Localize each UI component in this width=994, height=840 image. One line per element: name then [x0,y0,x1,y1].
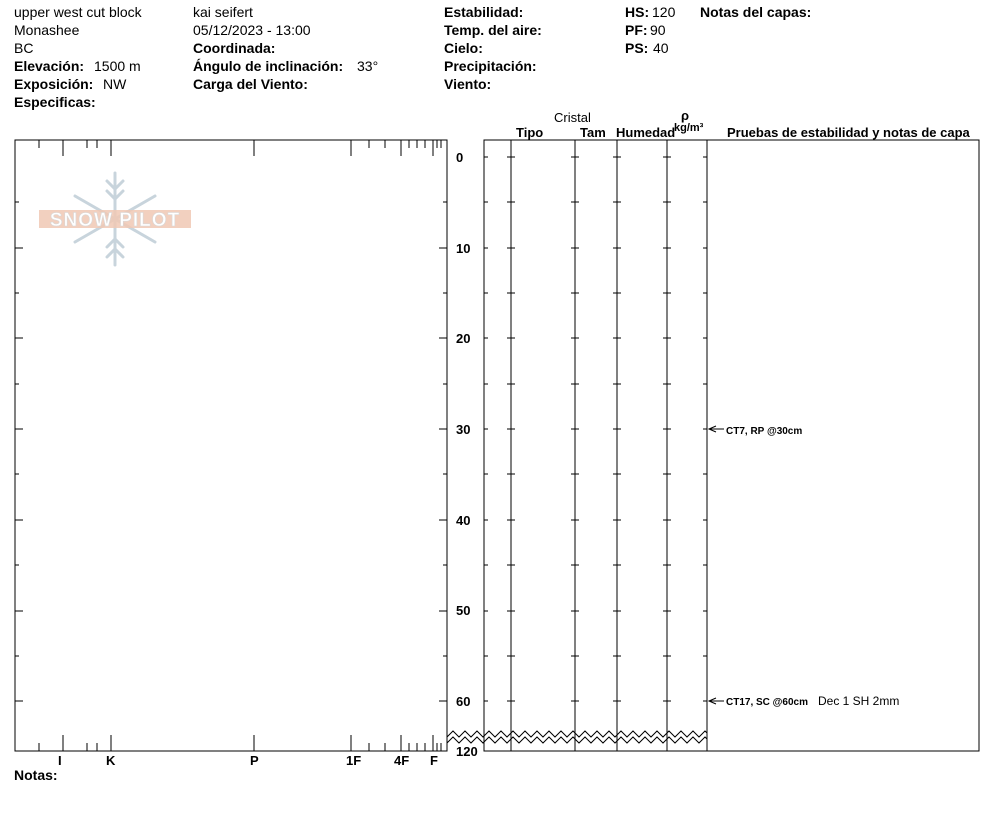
observation-datetime: 05/12/2023 - 13:00 [193,22,311,38]
density-unit-header: kg/m³ [674,122,704,134]
depth-break-line-upper [447,731,707,737]
hardness-label-f: F [430,753,438,768]
crystal-header: Cristal [554,110,591,125]
rho-header: ρ [681,108,690,123]
slope-angle-label: Ángulo de inclinación: [193,58,344,74]
location-name: upper west cut block [14,4,142,20]
precipitation-label: Precipitación: [444,58,537,74]
depth-label-50: 50 [456,603,471,618]
elevation-label: Elevación: [14,58,85,74]
hardness-label-1f: 1F [346,753,362,768]
hardness-profile-frame [15,140,447,751]
pf-value: 90 [650,22,666,38]
layer-notes-label: Notas del capas: [700,4,812,20]
test-note-ct17: Dec 1 SH 2mm [818,694,900,708]
notes-label: Notas: [14,767,58,783]
snowpilot-logo-text: SNOW PILOT [49,210,181,231]
hardness-label-k: K [106,753,116,768]
aspect-label: Exposición: [14,76,94,92]
test-label-ct7: CT7, RP @30cm [726,426,803,437]
test-label-ct17: CT17, SC @60cm [726,697,809,708]
observer-name: kai seifert [193,4,253,20]
size-header: Tam [580,125,606,140]
slope-angle-value: 33° [357,58,379,74]
stability-tests-header: Pruebas de estabilidad y notas de capa [727,125,970,140]
sky-label: Cielo: [444,40,483,56]
elevation-value: 1500 m [94,58,141,74]
region: BC [14,40,34,56]
depth-label-30: 30 [456,422,471,437]
air-temp-label: Temp. del aire: [444,22,542,38]
wind-load-label: Carga del Viento: [193,76,308,92]
depth-ticks-left [15,202,23,701]
depth-ticks-right [439,202,447,701]
hardness-label-p: P [250,753,259,768]
hs-value: 120 [652,4,676,20]
pf-label: PF: [625,22,648,38]
type-header: Tipo [516,125,544,140]
ps-label: PS: [625,40,649,56]
hardness-label-4f: 4F [394,753,410,768]
depth-label-60: 60 [456,694,471,709]
mountain-range: Monashee [14,22,80,38]
hardness-label-i: I [58,753,62,768]
coordinate-label: Coordinada: [193,40,276,56]
depth-label-10: 10 [456,241,471,256]
wind-label: Viento: [444,76,492,92]
depth-break-line-lower [447,737,707,743]
depth-label-0: 0 [456,150,464,165]
layer-columns-frame [484,140,979,751]
depth-ticks-columns [484,157,707,701]
aspect-value: NW [103,76,127,92]
specifics-label: Especificas: [14,94,96,110]
depth-label-40: 40 [456,513,471,528]
depth-label-20: 20 [456,331,471,346]
depth-label-bottom: 120 [456,744,478,759]
snowpilot-logo [39,173,191,265]
test-arrows [709,426,724,704]
stability-label: Estabilidad: [444,4,524,20]
ps-value: 40 [653,40,669,56]
hs-label: HS: [625,4,650,20]
hardness-ticks [39,140,441,751]
moisture-header: Humedad [616,125,676,140]
